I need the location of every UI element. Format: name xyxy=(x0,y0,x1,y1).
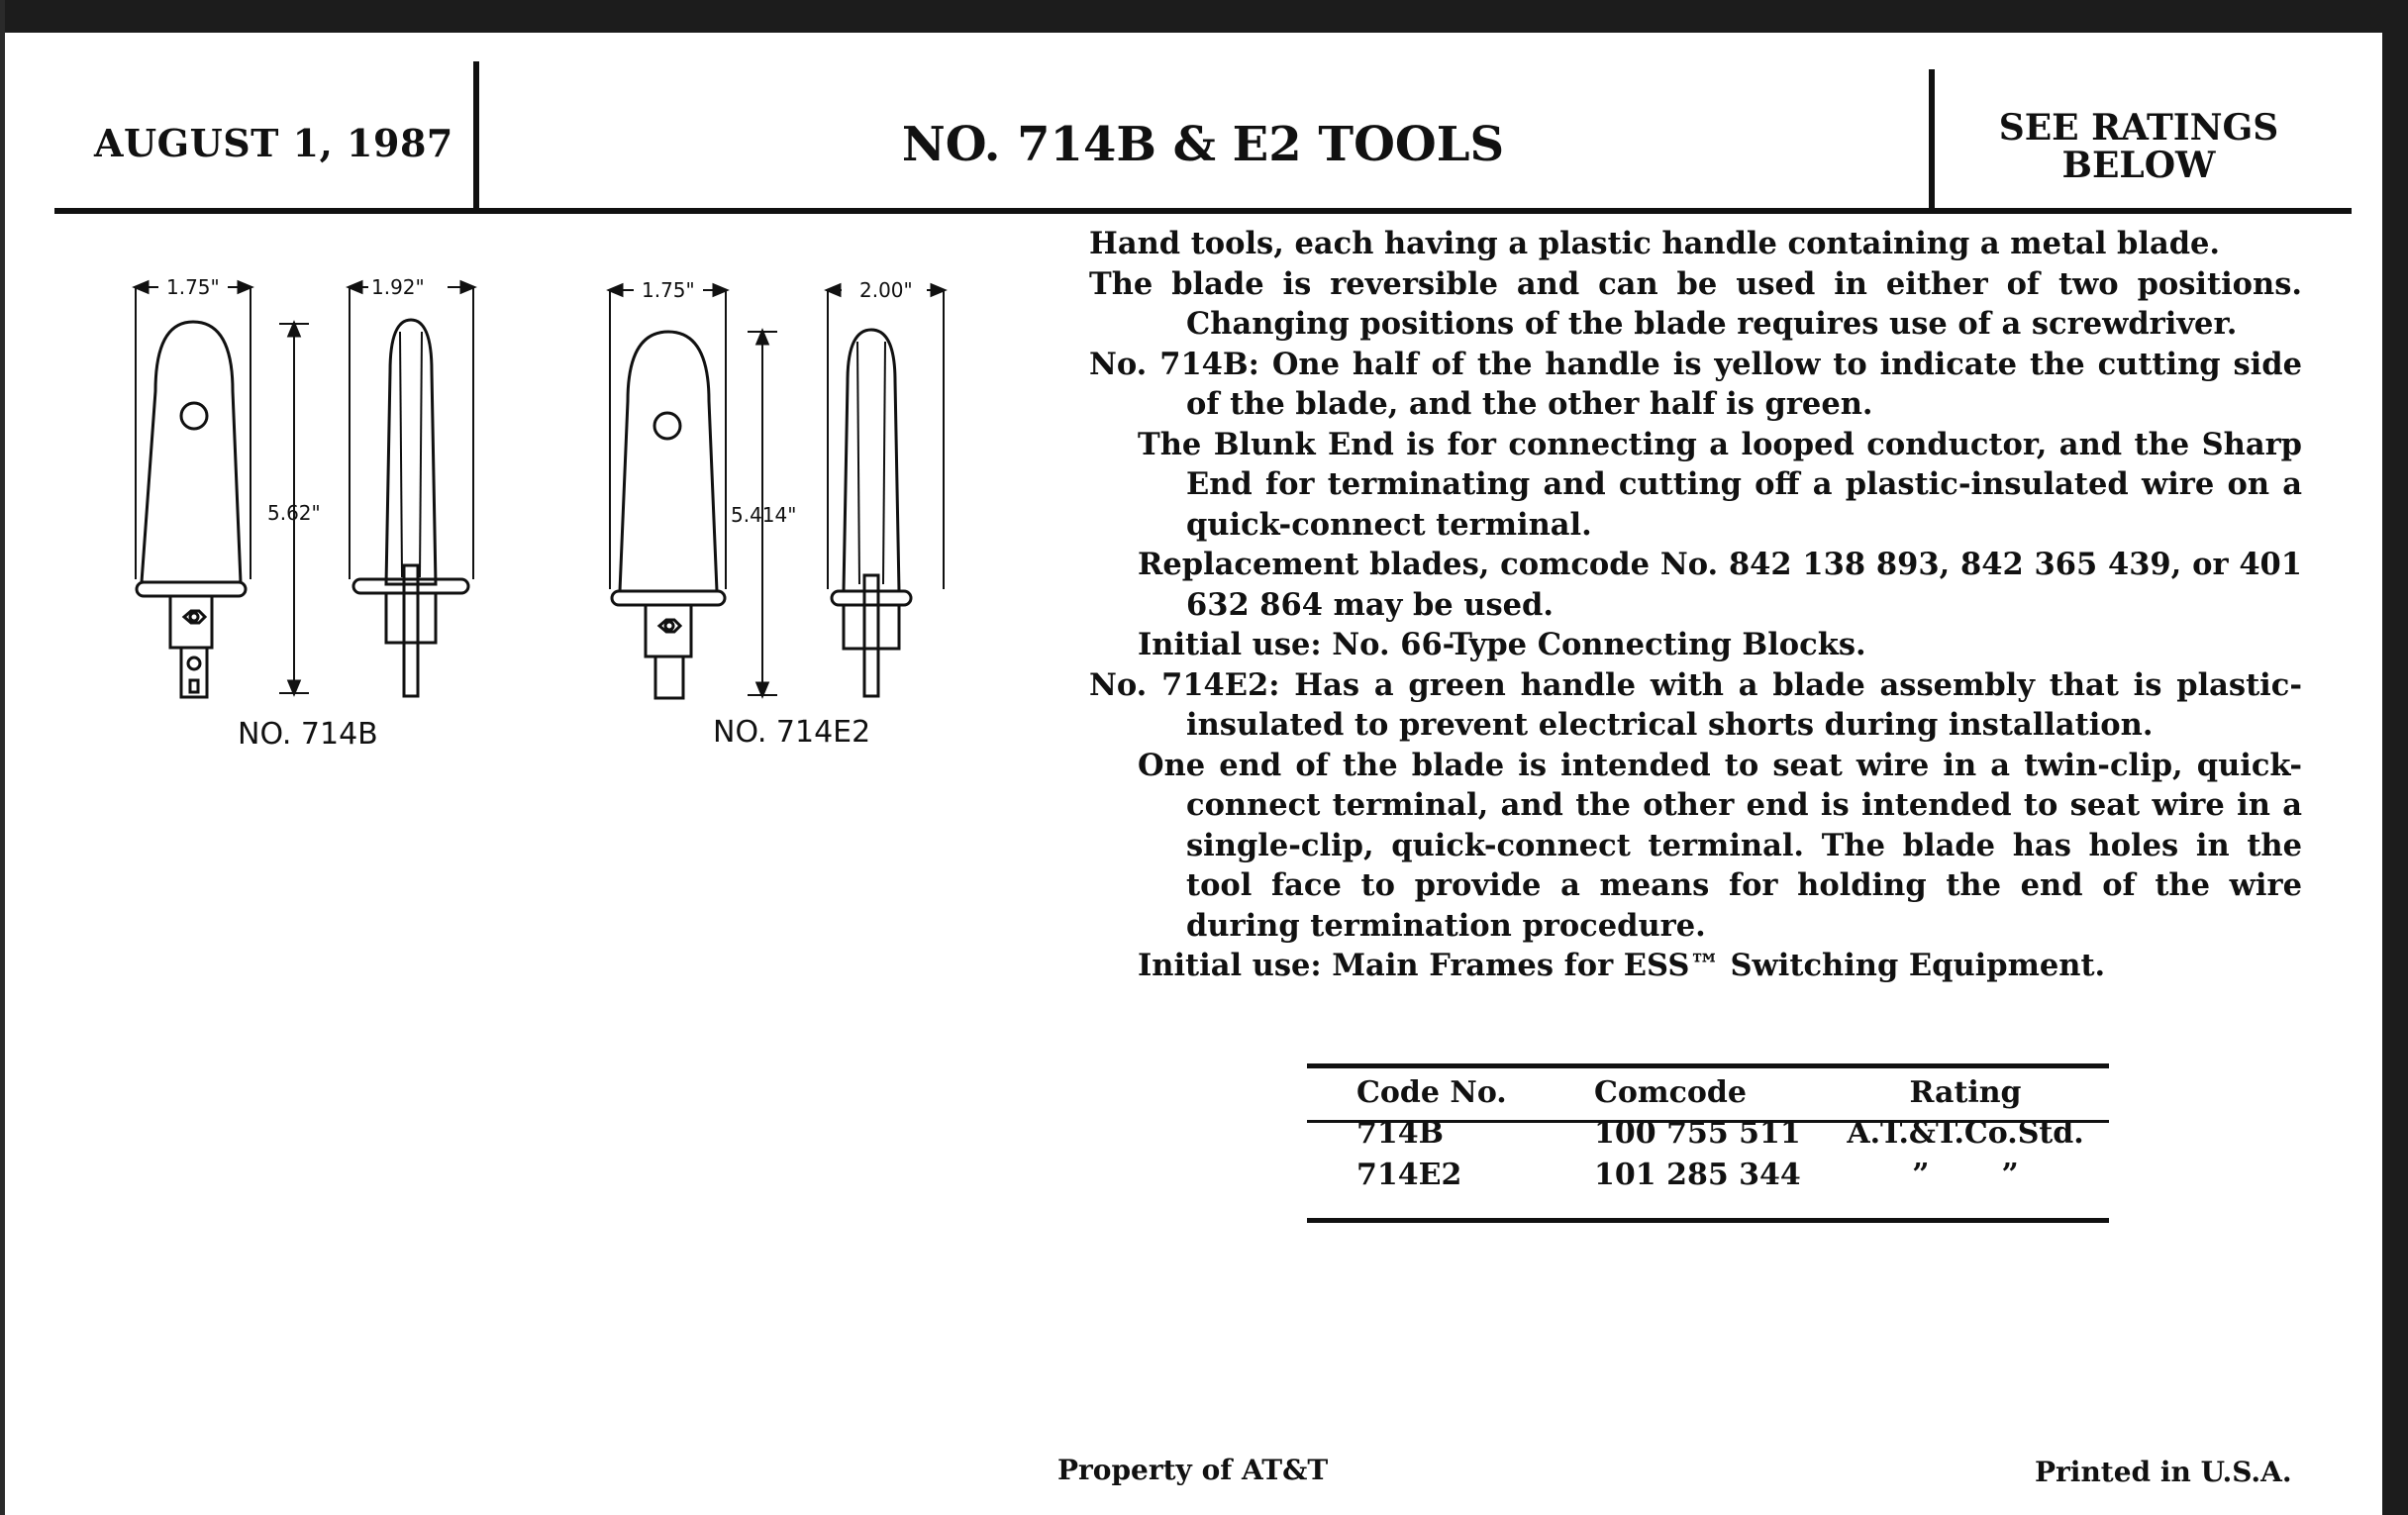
desc-paragraph: Hand tools, each having a plastic handle containing a metal blade. xyxy=(1089,226,2221,261)
ratings-note xyxy=(1941,109,2337,184)
cell-code: 714E2 xyxy=(1356,1158,1462,1192)
cell-comcode: 100 755 511 xyxy=(1594,1116,1801,1151)
tool-714e2-side-view xyxy=(832,330,911,696)
desc-paragraph: No. 714B: One half of the handle is yellow to indicate the cutting side of the blade, and the other half is green. xyxy=(1089,346,2302,422)
col-header-code: Code No. xyxy=(1356,1075,1507,1110)
desc-paragraph: The Blunk End is for connecting a looped conductor, and the Sharp End for terminating and cutting off a plastic-insulated wire on a quick-connect terminal. xyxy=(1138,426,2302,543)
ratings-note-line1: SEE RATINGS xyxy=(1998,107,2279,149)
table-header-row xyxy=(1307,1065,2109,1112)
caption-714b: NO. 714B xyxy=(238,717,378,752)
tool-714e2-front-view xyxy=(612,332,725,698)
dim-714e2-side-width: 2.00" xyxy=(859,278,913,302)
tool-714b-front-view xyxy=(137,322,246,697)
footer-property: Property of AT&T xyxy=(1057,1454,1329,1486)
dim-714b-front-width: 1.75" xyxy=(166,275,220,299)
header-rule xyxy=(54,208,2352,214)
desc-paragraph: Replacement blades, comcode No. 842 138 893, 842 365 439, or 401 632 864 may be used. xyxy=(1138,547,2302,623)
ratings-table xyxy=(1307,1065,2109,1195)
dim-714e2-length: 5.414" xyxy=(731,503,797,527)
scan-top-border xyxy=(0,0,2408,33)
table-row xyxy=(1307,1112,2109,1154)
dim-714b-length: 5.62" xyxy=(267,501,321,525)
desc-paragraph: No. 714E2: Has a green handle with a blade assembly that is plastic-insulated to prevent electrical shorts during installation. xyxy=(1089,666,2302,743)
col-header-comcode: Comcode xyxy=(1594,1075,1747,1110)
caption-714e2: NO. 714E2 xyxy=(713,715,871,750)
tool-714b-side-view xyxy=(353,320,468,696)
tool-drawings xyxy=(99,252,970,767)
desc-paragraph: Initial use: No. 66-Type Connecting Blocks. xyxy=(1138,627,1866,662)
desc-paragraph: One end of the blade is intended to seat wire in a twin-clip, quick-connect terminal, and the other end is intended to seat wire in a single-clip, quick-connect terminal. The blade has holes in the tool face to provide a means for holding the end of the wire during termination procedure. xyxy=(1138,747,2302,944)
col-header-rating: Rating xyxy=(1909,1075,2022,1110)
issue-date: AUGUST 1, 1987 xyxy=(94,121,453,165)
scan-left-border xyxy=(0,0,5,1515)
desc-paragraph: Initial use: Main Frames for ESS™ Switching Equipment. xyxy=(1138,948,2106,983)
dim-714b-side-width: 1.92" xyxy=(371,275,425,299)
cell-rating: ” ” xyxy=(1912,1158,2019,1192)
cell-rating: A.T.&T.Co.Std. xyxy=(1847,1116,2084,1151)
scan-right-border xyxy=(2382,0,2408,1515)
ratings-note-line2: BELOW xyxy=(2061,145,2216,186)
footer-printed: Printed in U.S.A. xyxy=(2035,1456,2292,1488)
cell-comcode: 101 285 344 xyxy=(1594,1158,1801,1192)
desc-paragraph: The blade is reversible and can be used in either of two positions. Changing positions of the blade requires use of a screwdriver. xyxy=(1089,265,2302,342)
tool-description xyxy=(1089,224,2302,986)
cell-code: 714B xyxy=(1356,1116,1444,1151)
header-divider-right xyxy=(1929,69,1935,210)
table-bottom-rule xyxy=(1307,1218,2109,1223)
page-title: NO. 714B & E2 TOOLS xyxy=(901,117,1505,172)
dim-714e2-front-width: 1.75" xyxy=(642,278,695,302)
table-row xyxy=(1307,1154,2109,1195)
